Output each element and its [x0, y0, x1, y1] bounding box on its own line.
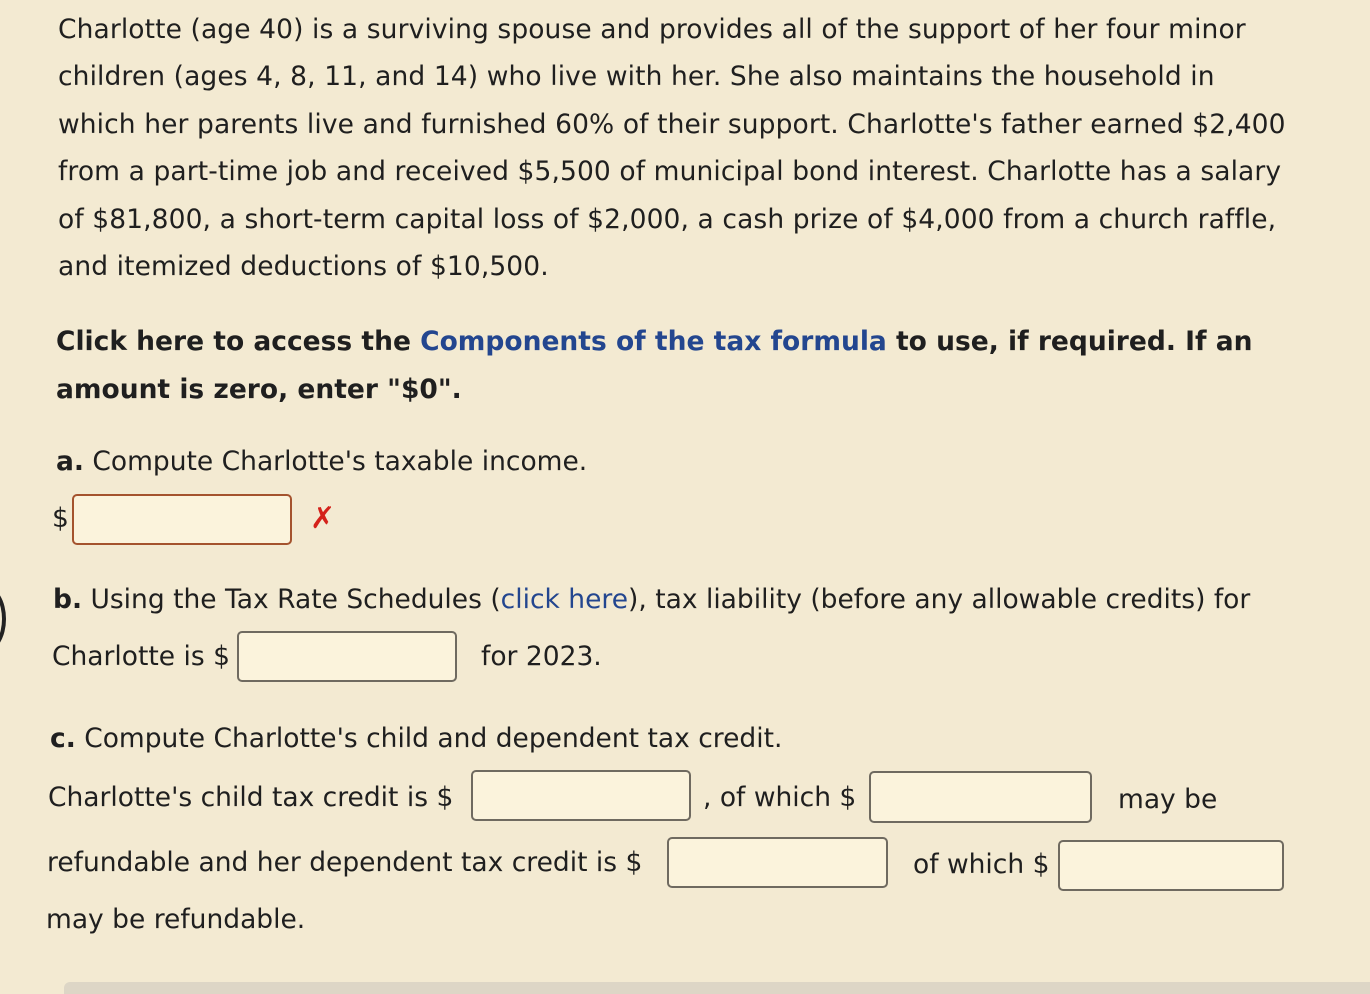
dollar-sign: $ [52, 503, 69, 534]
part-c-text: Compute Charlotte's child and dependent tax credit. [75, 723, 783, 754]
part-b-line-2-prefix: Charlotte is $ [52, 641, 230, 672]
child-tax-credit-input[interactable] [471, 770, 691, 821]
problem-line: children (ages 4, 8, 11, and 14) who live with her. She also maintains the household in [58, 61, 1215, 93]
part-a-question [56, 446, 587, 477]
of-which-label: , of which $ [703, 782, 857, 813]
scroll-handle-edge [0, 586, 6, 652]
part-b-text-after: ), tax liability (before any allowable credits) for [628, 584, 1251, 615]
problem-line: which her parents live and furnished 60% of their support. Charlotte's father earned $2,400 [58, 108, 1286, 140]
problem-line: from a part-time job and received $5,500 of municipal bond interest. Charlotte has a salary [58, 156, 1282, 188]
part-b-line-2-suffix: for 2023. [481, 641, 602, 672]
problem-line: of $81,800, a short-term capital loss of $2,000, a cash prize of $4,000 from a church raffle, [58, 203, 1277, 235]
of-which-label-2: of which $ [913, 849, 1050, 880]
part-b-label: b. [53, 584, 83, 615]
may-be-label: may be [1118, 784, 1218, 815]
instructions-line-2: amount is zero, enter "$0". [56, 374, 462, 405]
bottom-panel-edge [64, 982, 1370, 994]
child-refundable-input[interactable] [869, 771, 1092, 823]
incorrect-x-icon: ✗ [310, 501, 336, 536]
part-b-text-before: Using the Tax Rate Schedules ( [82, 584, 501, 615]
dependent-tax-credit-input[interactable] [667, 837, 888, 888]
instructions-suffix: to use, if required. If an [886, 326, 1253, 357]
instructions [56, 318, 1336, 414]
part-b-question [53, 584, 1250, 615]
problem-line: and itemized deductions of $10,500. [58, 251, 549, 283]
tax-formula-link[interactable]: Components of the tax formula [420, 326, 887, 357]
problem-statement [58, 6, 1333, 290]
dependent-refundable-input[interactable] [1058, 840, 1284, 891]
dependent-credit-label: refundable and her dependent tax credit is $ [47, 847, 643, 878]
part-a-text: Compute Charlotte's taxable income. [83, 446, 588, 477]
refundable-final-text: may be refundable. [46, 904, 306, 935]
part-c-question [50, 723, 782, 754]
tax-liability-input[interactable] [237, 631, 457, 682]
part-c-label: c. [50, 723, 76, 754]
child-credit-label: Charlotte's child tax credit is $ [48, 782, 454, 813]
tax-rate-schedules-link[interactable]: click here [500, 584, 629, 615]
part-a-label: a. [56, 446, 84, 477]
instructions-prefix: Click here to access the [56, 326, 421, 357]
taxable-income-input[interactable] [72, 494, 292, 545]
problem-line: Charlotte (age 40) is a surviving spouse and provides all of the support of her four minor [58, 14, 1246, 45]
